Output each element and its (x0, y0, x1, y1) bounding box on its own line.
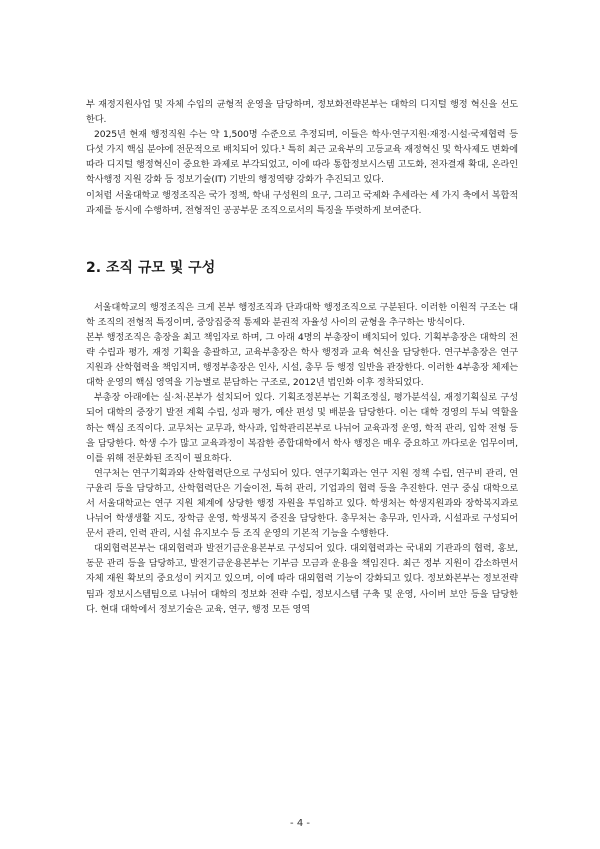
page-number: - 4 - (290, 818, 310, 829)
section-intro (86, 97, 518, 218)
paragraph: 연구처는 연구기획과와 산학협력단으로 구성되어 있다. 연구기획과는 연구 지원 정책 수립, 연구비 관리, 연구윤리 등을 담당하고, 산학협력단은 기술이전, 특허 관리, 기업과의 협력 등을 추진한다. 연구 중심 대학으로서 서울대학교는 연구 지원 체계에 상당한 행정 자원을 투입하고 있다. 학생처는 학생지원과와 장학복지과로 나뉘어 학생생활 지도, 장학금 운영, 학생복지 증진을 담당한다. 총무처는 총무과, 인사과, 시설과로 구성되어 문서 관리, 인력 관리, 시설 유지보수 등 조직 운영의 기본적 기능을 수행한다. (86, 467, 518, 540)
document-body (86, 97, 518, 617)
spacer (86, 218, 518, 258)
paragraph: 부 재정지원사업 및 자체 수입의 균형적 운영을 담당하며, 정보화전략본부는 대학의 디지털 행정 혁신을 선도한다. (86, 99, 518, 126)
paragraph: 이처럼 서울대학교 행정조직은 국가 정책, 학내 구성원의 요구, 그리고 국제화 추세라는 세 가지 축에서 복합적 과제를 동시에 수행하며, 전형적인 공공부문 조직으로서의 특징을 뚜렷하게 보여준다. (86, 189, 518, 216)
paragraph: 2025년 현재 행정직원 수는 약 1,500명 수준으로 추정되며, 이들은 학사·연구지원·재정·시설·국제협력 등 다섯 가지 핵심 분야에 전문적으로 배치되어 있다.¹ 특히 최근 교육부의 고등교육 재정혁신 및 학사제도 변화에 따라 디지털 행정혁신이 중요한 과제로 부각되었고, 이에 따라 통합정보시스템 고도화, 전자결재 확대, 온라인 학사행정 지원 강화 등 정보기술(IT) 기반의 행정역량 강화가 추진되고 있다. (86, 129, 518, 186)
paragraph: 부총장 아래에는 실·처·본부가 설치되어 있다. 기획조정본부는 기획조정실, 평가분석실, 재정기획실로 구성되어 대학의 중장기 발전 계획 수립, 성과 평가, 예산 편성 및 배분을 담당한다. 이는 대학 경영의 두뇌 역할을 하는 핵심 조직이다. 교무처는 교무과, 학사과, 입학관리본부로 나뉘어 교육과정 운영, 학적 관리, 입학 전형 등을 담당한다. 학생 수가 많고 교육과정이 복잡한 종합대학에서 학사 행정은 매우 중요하고 까다로운 업무이며, 이를 위해 전문화된 조직이 필요하다. (86, 392, 518, 464)
section-heading: 2. 조직 규모 및 구성 (86, 259, 216, 276)
paragraph: 본부 행정조직은 총장을 최고 책임자로 하며, 그 아래 4명의 부총장이 배치되어 있다. 기획부총장은 대학의 전략 수립과 평가, 재정 기획을 총괄하고, 교육부총장은 학사 행정과 교육 혁신을 담당한다. 연구부총장은 연구 지원과 산학협력을 책임지며, 행정부총장은 인사, 시설, 총무 등 행정 일반을 관장한다. 이러한 4부총장 체제는 대학 운영의 핵심 영역을 기능별로 분담하는 구조로, 2012년 법인화 이후 정착되었다. (86, 331, 518, 389)
spacer (86, 278, 518, 300)
paragraph: 대외협력본부는 대외협력과 발전기금운용본부로 구성되어 있다. 대외협력과는 국내외 기관과의 협력, 홍보, 동문 관리 등을 담당하고, 발전기금운용본부는 기부금 모금과 운용을 책임진다. 최근 정부 지원이 감소하면서 자체 재원 확보의 중요성이 커지고 있으며, 이에 따라 대외협력 기능이 강화되고 있다. 정보화본부는 정보전략팀과 정보시스템팀으로 나뉘어 대학의 정보화 전략 수립, 정보시스템 구축 및 운영, 사이버 보안 등을 담당한다. 현대 대학에서 정보기술은 교육, 연구, 행정 모든 영역 (86, 543, 518, 615)
section-organization (86, 300, 518, 617)
paragraph: 서울대학교의 행정조직은 크게 본부 행정조직과 단과대학 행정조직으로 구분된다. 이러한 이원적 구조는 대학 조직의 전형적 특징이며, 중앙집중적 통제와 분권적 자율성 사이의 균형을 추구하는 방식이다. (86, 301, 518, 328)
